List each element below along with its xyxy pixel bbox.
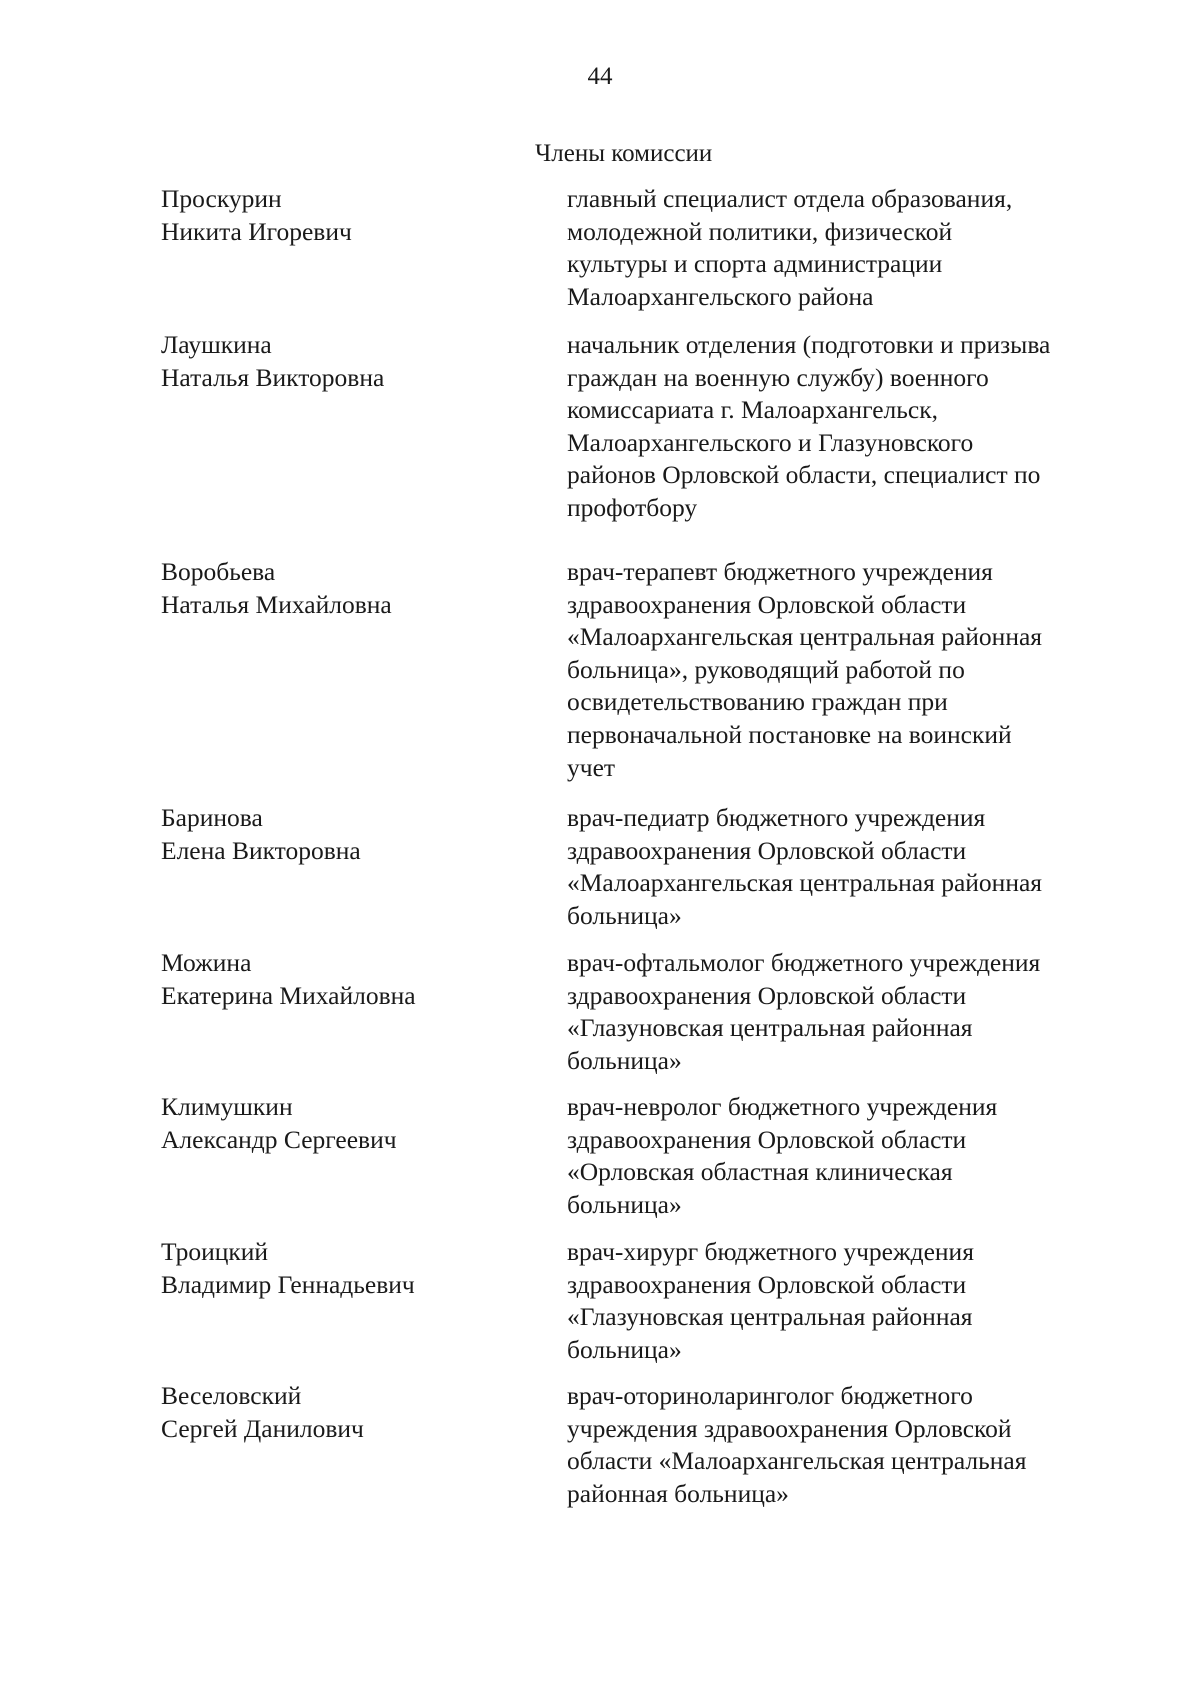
- member-role: [567, 183, 1127, 313]
- member-surname: Лаушкина: [161, 330, 272, 359]
- member-name: [161, 1380, 541, 1445]
- member-role-line: врач-оториноларинголог бюджетного: [567, 1381, 973, 1410]
- member-role-line: учет: [567, 752, 616, 782]
- member-role-line: здравоохранения Орловской области: [567, 589, 967, 619]
- member-name: [161, 1091, 541, 1156]
- member-role-line: «Малоархангельская центральная районная: [567, 868, 1043, 898]
- member-name: [161, 556, 541, 621]
- member-surname: Троицкий: [161, 1237, 269, 1266]
- member-role-line: врач-офтальмолог бюджетного учреждения: [567, 948, 1041, 977]
- member-name: [161, 329, 541, 394]
- member-role-line: врач-терапевт бюджетного учреждения: [567, 557, 993, 586]
- member-role-line: больница»: [567, 1045, 682, 1075]
- member-role: [567, 556, 1127, 784]
- member-role: [567, 1091, 1127, 1221]
- member-given-names: Наталья Михайловна: [161, 589, 392, 619]
- member-given-names: Владимир Геннадьевич: [161, 1269, 415, 1299]
- member-role-line: освидетельствованию граждан при: [567, 687, 948, 717]
- member-surname: Климушкин: [161, 1092, 293, 1121]
- member-role-line: области «Малоархангельская центральная: [567, 1446, 1027, 1476]
- member-role-line: больница», руководящий работой по: [567, 654, 965, 684]
- member-role-line: больница»: [567, 900, 682, 930]
- member-role-line: врач-педиатр бюджетного учреждения: [567, 803, 986, 832]
- member-role-line: «Орловская областная клиническая: [567, 1157, 953, 1187]
- member-role-line: учреждения здравоохранения Орловской: [567, 1413, 1012, 1443]
- member-given-names: Сергей Данилович: [161, 1413, 364, 1443]
- member-surname: Проскурин: [161, 184, 282, 213]
- section-heading: Члены комиссии: [535, 140, 713, 167]
- page-number: 44: [587, 63, 613, 90]
- member-given-names: Наталья Викторовна: [161, 362, 385, 392]
- member-name: [161, 802, 541, 867]
- member-given-names: Никита Игоревич: [161, 216, 352, 246]
- member-role-line: «Малоархангельская центральная районная: [567, 622, 1043, 652]
- member-role-line: здравоохранения Орловской области: [567, 835, 967, 865]
- member-role-line: первоначальной постановке на воинский: [567, 719, 1012, 749]
- member-name: [161, 183, 541, 248]
- member-role-line: здравоохранения Орловской области: [567, 980, 967, 1010]
- member-role-line: молодежной политики, физической: [567, 216, 953, 246]
- member-role-line: «Глазуновская центральная районная: [567, 1013, 973, 1043]
- member-role-line: культуры и спорта администрации: [567, 249, 943, 279]
- member-given-names: Екатерина Михайловна: [161, 980, 416, 1010]
- member-name: [161, 947, 541, 1012]
- member-role-line: профотбору: [567, 492, 698, 522]
- member-role-line: больница»: [567, 1189, 682, 1219]
- member-role-line: врач-хирург бюджетного учреждения: [567, 1237, 974, 1266]
- member-surname: Веселовский: [161, 1381, 302, 1410]
- member-role-line: Малоархангельского района: [567, 281, 874, 311]
- member-role-line: главный специалист отдела образования,: [567, 184, 1013, 213]
- member-role-line: врач-невролог бюджетного учреждения: [567, 1092, 998, 1121]
- member-surname: Баринова: [161, 803, 263, 832]
- member-role-line: районная больница»: [567, 1478, 789, 1508]
- member-role-line: больница»: [567, 1334, 682, 1364]
- member-role: [567, 947, 1127, 1077]
- member-surname: Воробьева: [161, 557, 276, 586]
- member-given-names: Елена Викторовна: [161, 835, 361, 865]
- member-given-names: Александр Сергеевич: [161, 1124, 397, 1154]
- member-name: [161, 1236, 541, 1301]
- member-role: [567, 1380, 1127, 1510]
- member-role: [567, 329, 1127, 525]
- member-role-line: «Глазуновская центральная районная: [567, 1302, 973, 1332]
- member-role-line: здравоохранения Орловской области: [567, 1124, 967, 1154]
- member-role-line: Малоархангельского и Глазуновского: [567, 427, 974, 457]
- member-role-line: граждан на военную службу) военного: [567, 362, 989, 392]
- member-role-line: начальник отделения (подготовки и призыва: [567, 330, 1051, 359]
- member-role: [567, 1236, 1127, 1366]
- member-role-line: комиссариата г. Малоархангельск,: [567, 395, 938, 425]
- member-role: [567, 802, 1127, 932]
- member-role-line: районов Орловской области, специалист по: [567, 460, 1041, 490]
- member-surname: Можина: [161, 948, 252, 977]
- member-role-line: здравоохранения Орловской области: [567, 1269, 967, 1299]
